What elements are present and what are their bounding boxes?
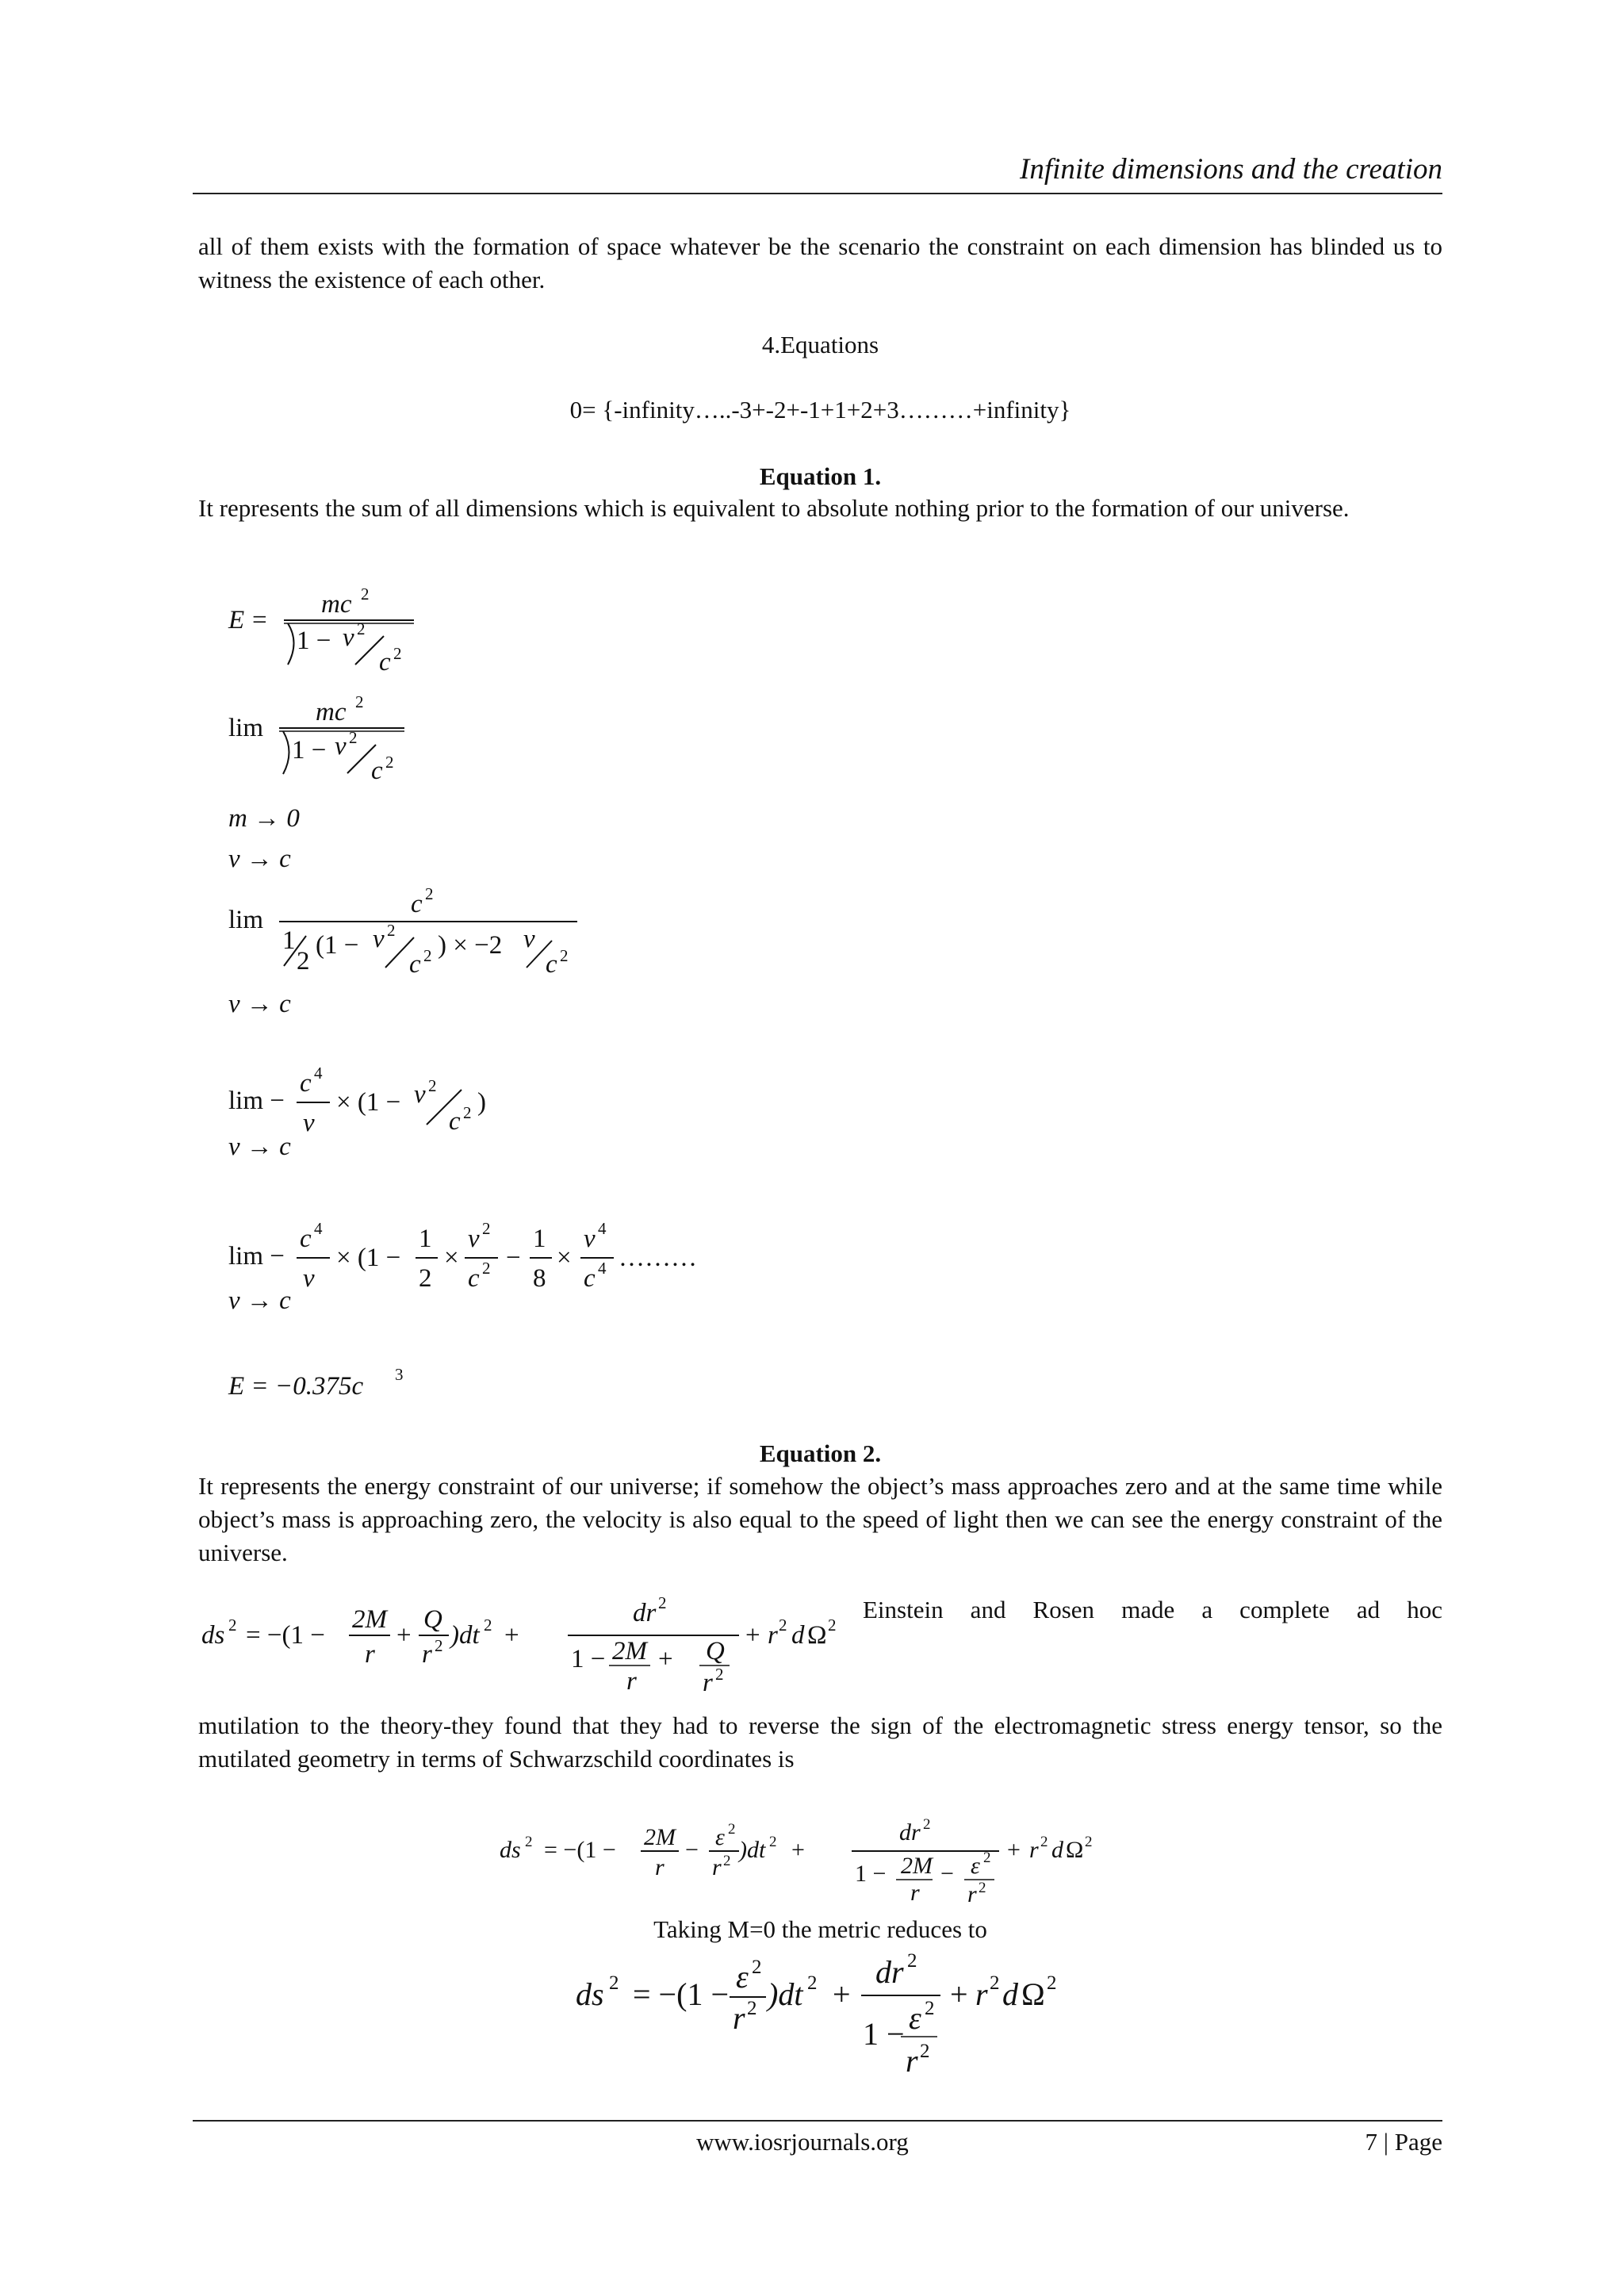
svg-text:Ω: Ω <box>807 1621 827 1650</box>
footer-url: www.iosrjournals.org <box>696 2128 909 2156</box>
svg-text:ε: ε <box>971 1853 980 1879</box>
math-v: v <box>373 925 385 953</box>
math-times-minus2: ) × −2 <box>438 931 503 960</box>
svg-text:2M: 2M <box>901 1853 933 1879</box>
math-lim-minus: lim − <box>228 1242 285 1271</box>
svg-text:Ω: Ω <box>1021 1976 1045 2012</box>
svg-text:2M: 2M <box>644 1824 676 1850</box>
svg-text:+: + <box>745 1621 760 1650</box>
svg-text:2: 2 <box>779 1616 787 1635</box>
running-title: Infinite dimensions and the creation <box>1020 153 1442 186</box>
math-sup: 4 <box>314 1219 323 1238</box>
rn-metric-equation <box>198 1586 861 1697</box>
math-v-to-c: v → c <box>228 845 291 873</box>
svg-text:r: r <box>703 1669 713 1697</box>
svg-text:2: 2 <box>769 1834 777 1850</box>
math-c: c <box>371 757 383 785</box>
svg-text:−: − <box>940 1861 954 1887</box>
svg-text:)dt: )dt <box>739 1837 766 1863</box>
math-v: v <box>584 1225 596 1253</box>
math-v: v <box>343 623 354 652</box>
math-one-minus: 1 − <box>292 736 327 765</box>
svg-text:Ω: Ω <box>1066 1837 1084 1863</box>
svg-text:r: r <box>655 1854 665 1880</box>
svg-text:r: r <box>910 1880 920 1906</box>
svg-text:+: + <box>833 1976 851 2012</box>
svg-text:2: 2 <box>907 1950 917 1972</box>
svg-text:r: r <box>975 1976 988 2012</box>
math-eq: = <box>252 606 267 634</box>
svg-text:2: 2 <box>484 1616 492 1635</box>
math-m-to-0: m → 0 <box>228 804 300 833</box>
math-v: v <box>414 1080 426 1109</box>
equation-2-description: It represents the energy constraint of our universe; if somehow the object’s mass approaches zero and at the same time while object’s mass is approaching zero, the velocity is also equal to the speed of light then we can see the energy constraint of the universe. <box>198 1472 1442 1566</box>
footer-rule <box>193 2120 1442 2122</box>
svg-text:2: 2 <box>609 1972 619 1994</box>
math-dots: ……… <box>619 1244 697 1272</box>
einstein-rosen-inline-text: Einstein and Rosen made a complete ad hoc <box>863 1596 1442 1623</box>
svg-text:2M: 2M <box>352 1605 387 1634</box>
svg-text:2: 2 <box>715 1665 724 1684</box>
header-rule <box>193 193 1442 194</box>
svg-text:dr: dr <box>899 1819 921 1846</box>
svg-text:+: + <box>658 1645 673 1673</box>
svg-text:2: 2 <box>979 1880 986 1896</box>
svg-text:r: r <box>733 2000 745 2036</box>
svg-text:2: 2 <box>435 1636 443 1655</box>
math-times-open: × (1 − <box>336 1088 401 1117</box>
math-times-open: × (1 − <box>336 1244 401 1272</box>
math-sup: 2 <box>428 1076 437 1095</box>
math-sup: 2 <box>355 692 364 711</box>
svg-text:2: 2 <box>828 1616 837 1635</box>
math-mc: mc <box>321 590 352 619</box>
svg-text:2: 2 <box>1085 1834 1093 1850</box>
math-v-to-c: v → c <box>228 1286 291 1315</box>
equation-1: 0= {-infinity…..-3+-2+-1+1+2+3………+infinity} <box>569 396 1071 424</box>
svg-text:1 −: 1 − <box>863 2016 905 2052</box>
svg-text:r: r <box>365 1640 375 1669</box>
math-v: v <box>523 925 535 953</box>
svg-text:r: r <box>1029 1837 1039 1863</box>
math-sup: 2 <box>361 585 370 604</box>
svg-text:d: d <box>1051 1837 1063 1863</box>
math-sup: 2 <box>393 644 402 663</box>
math-c: c <box>468 1264 480 1293</box>
svg-text:+: + <box>1007 1837 1021 1863</box>
svg-text:dr: dr <box>875 1954 904 1990</box>
svg-text:d: d <box>1002 1976 1018 2012</box>
svg-text:2: 2 <box>752 1957 762 1978</box>
math-v-to-c: v → c <box>228 990 291 1018</box>
math-v-to-c: v → c <box>228 1133 291 1161</box>
equation-2-label: Equation 2. <box>759 1439 882 1467</box>
svg-text:2: 2 <box>923 1816 931 1833</box>
math-E: E <box>228 606 245 634</box>
svg-text:2M: 2M <box>612 1637 647 1665</box>
section-heading: 4.Equations <box>761 331 879 358</box>
math-lim: lim <box>228 714 264 742</box>
math-lim-minus: lim − <box>228 1087 285 1115</box>
math-c: c <box>546 950 557 979</box>
svg-text:2: 2 <box>747 1998 757 2019</box>
math-c: c <box>379 648 391 677</box>
math-half-den: 2 <box>297 947 310 976</box>
math-sup: 2 <box>357 619 366 638</box>
svg-text:Q: Q <box>423 1605 442 1634</box>
svg-text:)dt: )dt <box>450 1621 480 1650</box>
svg-text:ε: ε <box>715 1824 725 1850</box>
math-mc: mc <box>316 698 347 726</box>
math-times: × <box>444 1244 459 1272</box>
math-c: c <box>584 1264 596 1293</box>
svg-text:ds: ds <box>576 1976 604 2012</box>
svg-text:ε: ε <box>909 2000 921 2036</box>
equation-1-description: It represents the sum of all dimensions which is equivalent to absolute nothing prior to the formation of our universe. <box>198 494 1350 522</box>
math-c: c <box>449 1107 461 1136</box>
math-c: c <box>300 1069 312 1098</box>
svg-text:= −(1 −: = −(1 − <box>633 1976 729 2012</box>
svg-text:)dt: )dt <box>768 1976 803 2012</box>
svg-text:1 −: 1 − <box>571 1645 606 1673</box>
math-v: v <box>303 1264 315 1293</box>
mutilation-paragraph: mutilation to the theory-they found that they had to reverse the sign of the electromagnetic stress energy tensor, so the mutilated geometry in terms of Schwarzschild coordinates is <box>198 1711 1442 1773</box>
svg-text:2: 2 <box>1047 1972 1057 1994</box>
math-v: v <box>335 732 347 761</box>
svg-text:dr: dr <box>633 1599 657 1627</box>
reduced-metric-equation <box>568 1946 1075 2089</box>
svg-text:r: r <box>626 1667 637 1696</box>
svg-text:r: r <box>768 1621 778 1650</box>
svg-text:= −(1 −: = −(1 − <box>544 1837 616 1863</box>
svg-text:ds: ds <box>201 1621 225 1650</box>
svg-text:2: 2 <box>658 1593 667 1612</box>
math-c: c <box>300 1225 312 1253</box>
math-sup: 2 <box>349 728 358 747</box>
svg-text:2: 2 <box>990 1972 1000 1994</box>
math-one-minus: 1 − <box>297 627 331 655</box>
math-open: (1 − <box>316 931 359 960</box>
equation-1-label: Equation 1. <box>759 462 882 490</box>
svg-text:2: 2 <box>525 1834 533 1850</box>
svg-text:+: + <box>950 1976 968 2012</box>
math-two: 2 <box>419 1264 432 1293</box>
math-sup: 2 <box>387 921 396 940</box>
math-E-result: E = −0.375c <box>228 1372 364 1401</box>
svg-text:r: r <box>967 1881 977 1907</box>
mutilated-metric-equation <box>492 1816 1150 1919</box>
svg-text:= −(1 −: = −(1 − <box>246 1621 325 1650</box>
math-v: v <box>303 1109 315 1137</box>
svg-text:2: 2 <box>1040 1834 1048 1850</box>
math-one: 1 <box>419 1225 432 1253</box>
energy-derivation <box>214 579 769 1420</box>
taking-m0-text: Taking M=0 the metric reduces to <box>653 1915 987 1943</box>
svg-text:r: r <box>906 2043 918 2079</box>
math-sup: 2 <box>560 946 569 965</box>
math-sup: 4 <box>598 1219 607 1238</box>
svg-text:2: 2 <box>920 2041 930 2062</box>
math-sup: 2 <box>425 884 434 903</box>
svg-text:r: r <box>712 1854 722 1880</box>
math-one: 1 <box>533 1225 546 1253</box>
svg-text:+: + <box>791 1837 805 1863</box>
math-sup: 4 <box>598 1259 607 1278</box>
svg-text:1 −: 1 − <box>855 1861 887 1887</box>
svg-text:r: r <box>422 1640 432 1669</box>
svg-text:+: + <box>396 1621 412 1650</box>
math-lim: lim <box>228 906 264 934</box>
math-minus: − <box>506 1244 521 1272</box>
svg-text:2: 2 <box>925 1998 935 2019</box>
svg-text:2: 2 <box>728 1821 736 1838</box>
math-sup: 2 <box>423 946 432 965</box>
footer-page-number: 7 | Page <box>1365 2128 1442 2156</box>
math-sup: 2 <box>385 753 394 772</box>
math-sup: 2 <box>463 1103 472 1122</box>
intro-paragraph: all of them exists with the formation of space whatever be the scenario the constraint on each dimension has blinded us to witness the existence of each other. <box>198 232 1442 293</box>
math-half-num: 1 <box>282 926 296 955</box>
svg-text:Q: Q <box>706 1637 725 1665</box>
svg-text:+: + <box>504 1621 519 1650</box>
svg-text:−: − <box>685 1837 699 1863</box>
svg-text:2: 2 <box>228 1616 237 1635</box>
svg-text:2: 2 <box>983 1849 991 1866</box>
math-sup: 2 <box>482 1219 491 1238</box>
svg-text:ds: ds <box>500 1837 521 1863</box>
math-eight: 8 <box>533 1264 546 1293</box>
svg-text:d: d <box>791 1621 805 1650</box>
math-v: v <box>468 1225 480 1253</box>
svg-text:2: 2 <box>807 1972 818 1994</box>
math-sup: 4 <box>314 1064 323 1083</box>
math-sup: 2 <box>482 1259 491 1278</box>
math-sup: 3 <box>395 1365 404 1384</box>
math-close: ) <box>477 1088 486 1117</box>
math-c: c <box>411 890 423 918</box>
math-times: × <box>557 1244 572 1272</box>
svg-text:ε: ε <box>736 1959 749 1995</box>
math-c: c <box>409 950 421 979</box>
svg-text:2: 2 <box>723 1853 731 1869</box>
